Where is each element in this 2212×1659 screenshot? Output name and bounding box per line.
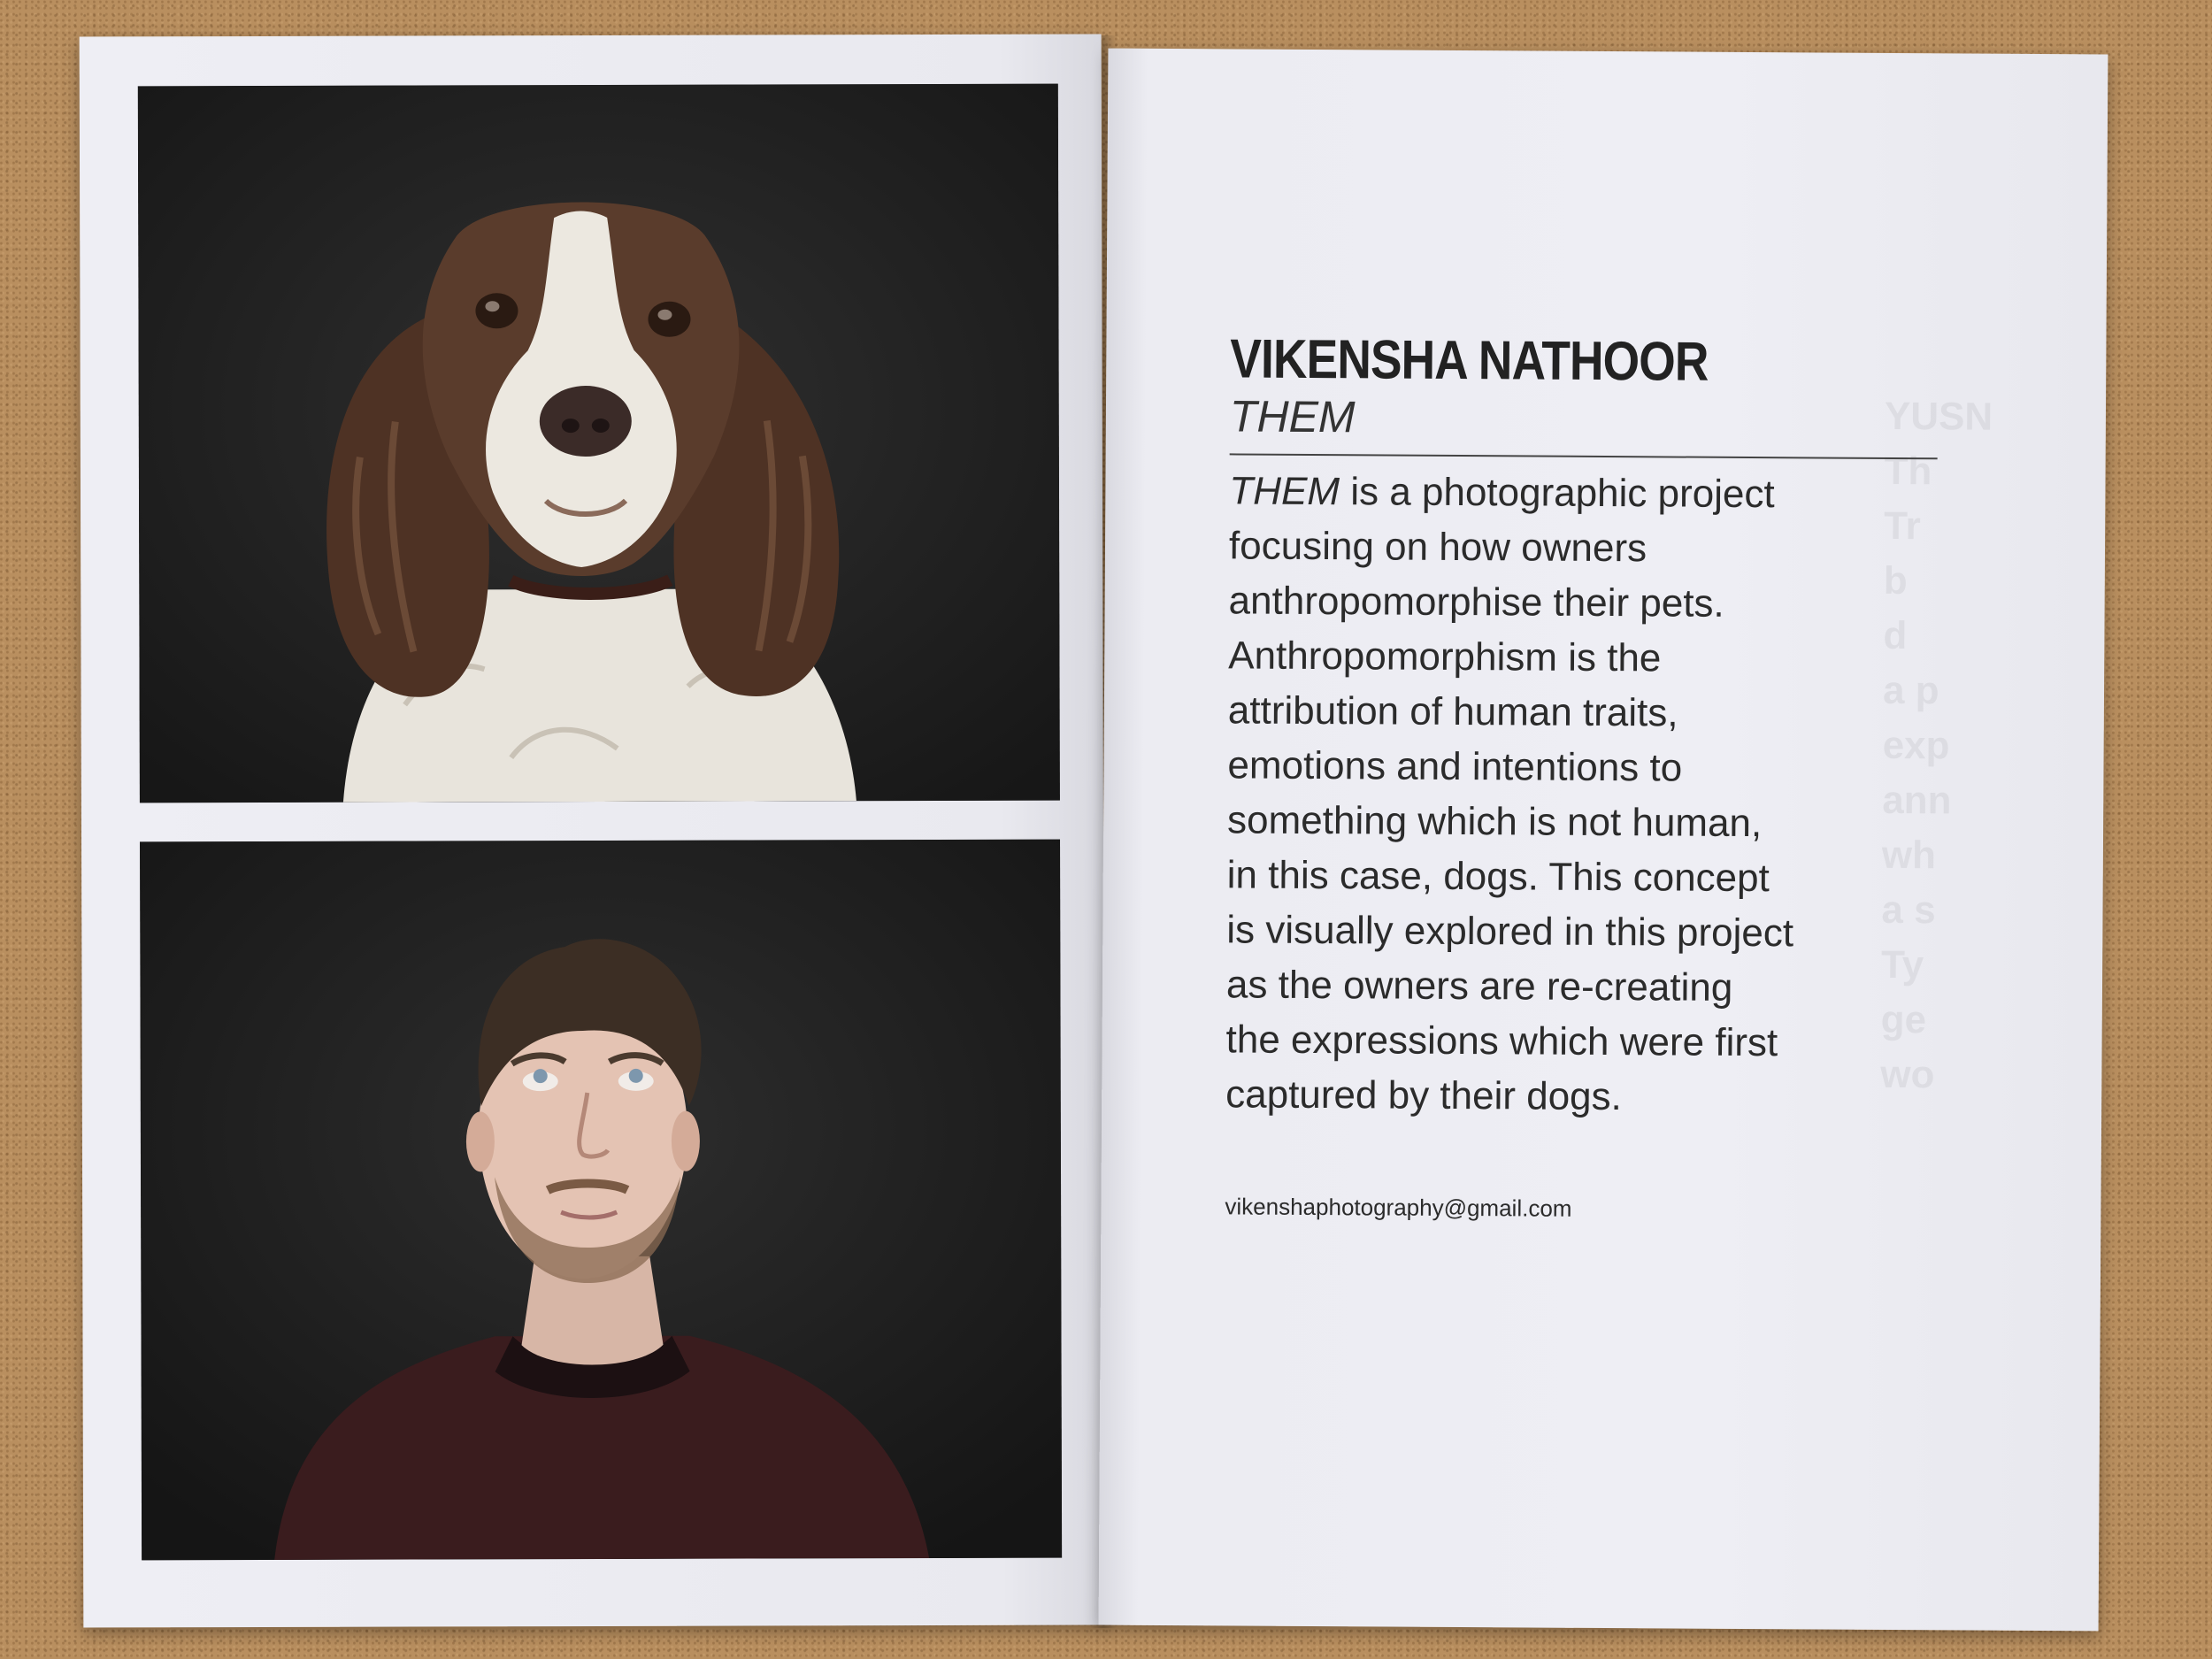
body-line-text: as the owners are re-creating xyxy=(1225,963,1733,1010)
right-page xyxy=(1099,49,2108,1632)
body-line xyxy=(1225,1067,1933,1126)
artist-name: VIKENSHA NATHOOR xyxy=(1230,328,1709,393)
body-line-text: captured by their dogs. xyxy=(1225,1072,1622,1119)
body-line-emphasis: THEM xyxy=(1229,469,1340,514)
article-body xyxy=(1225,464,1938,1126)
body-line-text: the expressions which were first xyxy=(1225,1018,1778,1065)
article-text xyxy=(1225,328,1938,1225)
body-line-text: anthropomorphise their pets. xyxy=(1228,579,1724,626)
left-page xyxy=(80,34,1106,1627)
body-line-text: attribution of human traits, xyxy=(1227,688,1678,735)
title-divider xyxy=(1230,453,1938,459)
body-line xyxy=(1228,683,1936,742)
body-line xyxy=(1227,738,1935,797)
body-line xyxy=(1228,628,1936,687)
dog-photo xyxy=(138,84,1060,803)
project-title: THEM xyxy=(1229,391,1356,442)
show-through-text: YUSN Th Tr b d a p exp ann wh a s Ty ge wo xyxy=(1880,394,1993,1097)
body-line-text: Anthropomorphism is the xyxy=(1228,634,1662,680)
body-line xyxy=(1227,793,1935,852)
body-line-text: is a photographic project xyxy=(1339,470,1775,517)
body-line-text: something which is not human, xyxy=(1226,798,1763,846)
body-line-text: focusing on how owners xyxy=(1228,524,1647,571)
man-portrait-illustration xyxy=(140,840,1062,1561)
contact-email[interactable]: vikenshaphotography@gmail.com xyxy=(1225,1193,1572,1222)
body-line-text: emotions and intentions to xyxy=(1227,743,1683,790)
body-line xyxy=(1228,573,1936,633)
body-line xyxy=(1226,957,1934,1017)
body-line xyxy=(1225,1012,1933,1071)
body-line xyxy=(1229,464,1937,523)
body-line xyxy=(1229,518,1937,578)
body-line-text: is visually explored in this project xyxy=(1226,908,1794,956)
man-photo xyxy=(140,840,1062,1561)
body-line xyxy=(1226,902,1934,962)
spaniel-illustration xyxy=(138,84,1060,803)
body-line-text: in this case, dogs. This concept xyxy=(1226,853,1770,901)
body-line xyxy=(1227,848,1935,907)
